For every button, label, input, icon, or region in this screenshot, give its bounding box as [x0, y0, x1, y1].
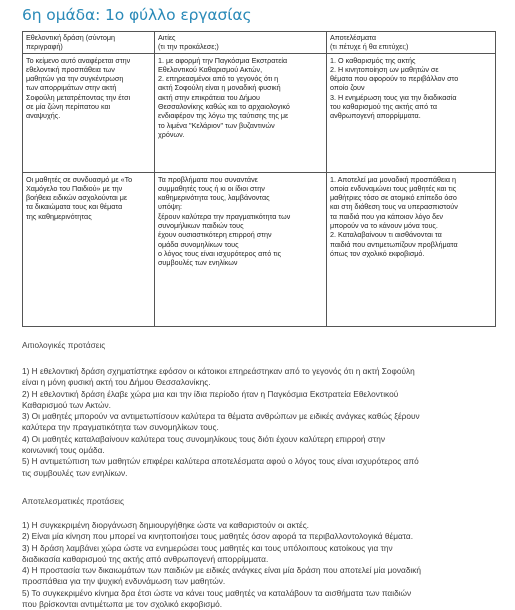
cell-line: 1. Αποτελεί μια μοναδική προσπάθεια η — [330, 174, 456, 184]
cell-line: 2. Η κινητοποίηση ων μαθητών σε — [330, 64, 439, 74]
cell-line: Σοφούλη μετατρέποντας την έτσι — [26, 92, 131, 102]
cell-line: Οι μαθητές σε συνδυασμό με «Το — [26, 174, 133, 184]
cell-line: χρόνων. — [158, 129, 185, 139]
sentence-line: 3) Η δράση λαμβάνει χώρα ώστε να ενημερώσει τους μαθητές και τους υπόλοιπους κατοίκους για την — [22, 542, 393, 553]
header-results — [327, 32, 496, 54]
header-causes — [155, 32, 327, 54]
cell-line: όπως τον σχολικό εκφοβισμό. — [330, 248, 425, 258]
header-line: περιγραφή) — [26, 42, 63, 52]
result-list — [22, 520, 502, 610]
cell-line: ανθρωπογενή απορρίμματα. — [330, 111, 421, 121]
header-action — [23, 32, 155, 54]
cell-line: 1. Ο καθαρισμός της ακτής — [330, 55, 416, 65]
sentence-line: 4) Οι μαθητές καταλαβαίνουν καλύτερα τους συνομηλίκους τους διότι έχουν καλύτερη επιρροή στην — [22, 433, 385, 444]
cell-line: ακτή Σοφούλη είναι η μοναδική φυσική — [158, 83, 281, 93]
cell-line: των απορριμάτων στην ακτή — [26, 83, 117, 93]
cell-line: υπόψη: — [158, 202, 183, 212]
cell-line: το λιμένα "Κελάριον" των βυζαντινών — [158, 120, 275, 130]
sentence-line: διαδικασία καθαρισμού της ακτής από ανθρωπογενή απορρίμματα. — [22, 553, 269, 564]
page-title: 6η ομάδα: 1ο φύλλο εργασίας — [22, 6, 252, 24]
cell-line: καθημερινότητα τους, λαμβάνοντας — [158, 193, 270, 203]
cell-line: της καθημερινότητας — [26, 211, 92, 221]
sentence-line: 5) Το συγκεκριμένο κίνημα δρα έτσι ώστε να κάνει τους μαθητές να καταλάβουν τα αισθήματα των παιδιών — [22, 587, 412, 598]
cell-line: Εθελοντικού Καθαρισμού Ακτών, — [158, 64, 263, 74]
cell-line: συμβουλές των ενηλίκων — [158, 258, 238, 268]
cell-line: οποία ενδυναμώνει τους μαθητές και τις — [330, 183, 457, 193]
cell-line: ομάδα συνομηλίκων τους — [158, 239, 239, 249]
result-heading: Αποτελεσματικές προτάσεις — [22, 496, 124, 506]
sentence-line: 1) Η συγκεκριμένη διοργάνωση δημιουργήθηκε ώστε να καθαριστούν οι ακτές. — [22, 520, 309, 530]
sentence-line: προσπάθεια για την ψυχική ενδυνάμωση των μαθητών. — [22, 576, 226, 587]
cell-line: βοήθεια ειδικών ασχολούνται με — [26, 193, 128, 203]
sentence-line: 1) Η εθελοντική δράση σχηματίστηκε εφόσον οι κάτοικοι επηρεάστηκαν από το γεγονός ότι η ακτή Σοφούλη — [22, 366, 415, 376]
cell-line: ξέρουν καλύτερα την πραγματικότητα των — [158, 211, 291, 221]
sentence-line: 2) Είναι μία κίνηση που μπορεί να κινητοποιήσει τους μαθητές όσον αφορά τα περιβαλλοντολογικά θέματα. — [22, 531, 414, 542]
cell-action — [23, 172, 155, 326]
cell-line: Τα προβλήματα που συναντάνε — [158, 174, 258, 184]
cell-line: συμμαθητές τους ή κι οι ίδιοι στην — [158, 183, 265, 193]
sentence-line: που βρίσκονται αντιμέτωπα με τον σχολικό εκφοβισμό. — [22, 599, 223, 610]
cell-causes — [155, 172, 327, 326]
cell-line: συνομήλικων παιδιών τους — [158, 221, 244, 231]
cell-line: τα παιδιά που για κάποιον λόγο δεν — [330, 211, 443, 221]
sentence-line: κοινωνική τους ομάδα. — [22, 445, 105, 456]
cell-line: θέματα που αφορούν το περιβάλλον στο — [330, 74, 459, 84]
sentence-line: 2) Η εθελοντική δράση έλαβε χώρα μια και την ίδια περίοδο ήταν η Παγκόσμια Εκστρατεία Εθελοντικού — [22, 388, 399, 399]
header-line: (τι πέτυχε ή θα επιτύχει;) — [330, 42, 409, 52]
cell-line: παιδιά που αντιμετωπίζουν προβλήματα — [330, 239, 458, 249]
cell-results — [327, 53, 496, 172]
cell-line: αναψυχής. — [26, 111, 61, 121]
cell-line: και στη διάθεση τους να υπερασπιστούν — [330, 202, 458, 212]
sentence-line: Καθαρισμού των Ακτών. — [22, 399, 111, 410]
header-line: Αιτίες — [158, 33, 176, 42]
cell-line: εθελοντική προσπάθεια των — [26, 64, 115, 74]
cell-line: ενδιαφέρον της λόγω της ταύτισης της με — [158, 111, 289, 121]
sentence-line: τις συμβουλές των ενηλίκων. — [22, 467, 128, 478]
cell-causes — [155, 53, 327, 172]
cell-line: Θεσσαλονίκης καθώς και το αρχαιολογικό — [158, 102, 290, 112]
cell-line: ακτή στην επικράτεια του Δήμου — [158, 92, 260, 102]
table-row — [23, 53, 496, 172]
cell-results — [327, 172, 496, 326]
causal-heading: Αιτιολογικές προτάσεις — [22, 340, 106, 350]
cell-line: μπορούν να το κάνουν μόνα τους. — [330, 221, 438, 231]
worksheet-table — [22, 31, 496, 327]
sentence-line: καλύτερα την πραγματικότητα των συνομηλίκων τους. — [22, 422, 219, 433]
causal-list — [22, 366, 502, 479]
cell-line: 1. με αφορμή την Παγκόσμια Εκστρατεία — [158, 55, 288, 65]
cell-line: οποίο ζουν — [330, 83, 365, 93]
sentence-line: 5) Η αντιμετώπιση των μαθητών επιφέρει καλύτερα αποτελέσματα αφού ο λόγος τους είναι ισχυρότερος από — [22, 456, 419, 467]
header-line: (τι την προκάλεσε;) — [158, 42, 219, 52]
header-line: Εθελοντική δράση (σύντομη — [26, 33, 115, 42]
cell-action — [23, 53, 155, 172]
cell-line: μαθητών για την συγκέντρωση — [26, 74, 124, 84]
cell-line: 3. Η ενημέρωση τους για την διαδικασία — [330, 92, 457, 102]
cell-line: μαθήτριες τόσο σε ατομικό επίπεδο όσο — [330, 193, 457, 203]
table-header-row — [23, 32, 496, 54]
sentence-line: 4) Η προστασία των δικαιωμάτων των παιδιών με ειδικές ανάγκες είναι μία δράση που αποτελεί μία μοναδική — [22, 565, 422, 576]
table-row — [23, 172, 496, 326]
cell-line: 2. επηρεασμένοι από το γεγονός ότι η — [158, 74, 279, 84]
header-line: Αποτελέσματα — [330, 33, 377, 42]
sentence-line: είναι η μόνη φυσική ακτή του Δήμου Θεσσαλονίκης. — [22, 377, 211, 388]
cell-line: σε μία ζώνη περίπατου και — [26, 102, 111, 112]
cell-line: 2. Καταλαβαίνουν τι αισθάνονται τα — [330, 230, 442, 240]
cell-line: έχουν ουσιαστικότερη επιρροή στην — [158, 230, 272, 240]
sentence-line: 3) Οι μαθητές μπορούν να αντιμετωπίσουν καλύτερα τα θέματα ανθρώπων με ειδικές ανάγκες καθώς ξέρουν — [22, 411, 420, 422]
cell-line: ο λόγος τους είναι ισχυρότερος από τις — [158, 248, 282, 258]
cell-line: τα δικαιώματα τους και θέματα — [26, 202, 123, 212]
cell-line: του καθαρισμού της ακτής από τα — [330, 102, 438, 112]
cell-line: Χαμόγελο του Παιδιού» με την — [26, 183, 123, 193]
cell-line: Το κείμενο αυτό αναφέρεται στην — [26, 55, 131, 65]
